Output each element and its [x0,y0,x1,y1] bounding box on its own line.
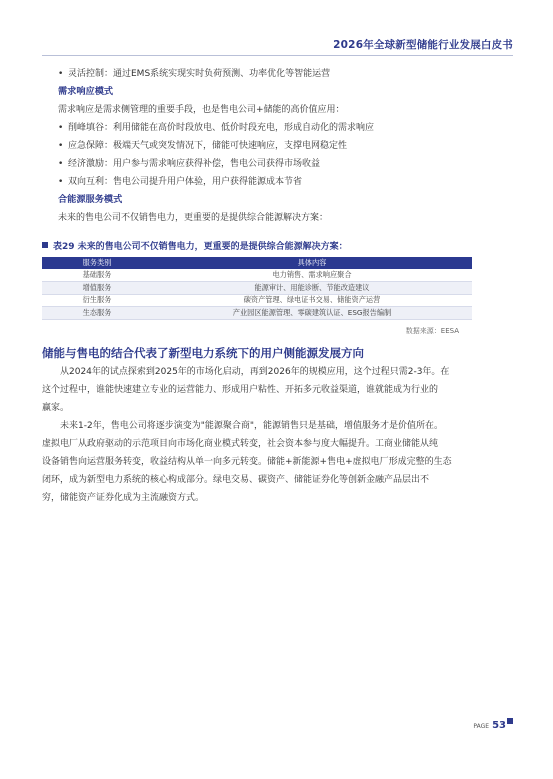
section-title: 储能与售电的结合代表了新型电力系统下的用户侧能源发展方向 [42,346,364,360]
bullet-text: 削峰填谷：利用储能在高价时段放电、低价时段充电，形成自动化的需求响应 [68,123,375,133]
table-cell: 能源审计、用能诊断、节能改造建议 [152,282,472,295]
body-line: 闭环，成为新型电力系统的核心构成部分。绿电交易、碳资产、储能证券化等创新金融产品层出不 [42,475,430,485]
demand-response-intro: 需求响应是需求侧管理的重要手段，也是售电公司+储能的高价值应用： [58,105,345,115]
body-line: 赢家。 [42,403,70,413]
body-line: 设备销售向运营服务转变，收益结构从单一向多元转变。储能+新能源+售电+虚拟电厂形成完整的生态 [42,457,452,467]
table-caption [42,239,482,252]
body-line: 虚拟电厂从政府驱动的示范项目向市场化商业模式转变，社会资本参与度大幅提升。工商业储能从纯 [42,439,439,449]
table-source: 数据来源：EESA [405,327,459,335]
table-cell: 增值服务 [42,282,152,295]
bullet-text: 应急保障：极端天气或突发情况下，储能可快速响应，支撑电网稳定性 [68,141,348,151]
header-title: 2026年全球新型储能行业发展白皮书 [333,39,513,51]
table-row [42,282,472,295]
integrated-service-intro: 未来的售电公司不仅销售电力，更重要的是提供综合能源解决方案： [58,213,329,223]
table-row [42,269,472,282]
bullet-item [58,120,492,138]
table-cell: 生态服务 [42,307,152,320]
bullet-item [58,156,492,174]
page-footer [473,718,513,731]
bullet-text: 灵活控制：通过EMS系统实现实时负荷预测、功率优化等智能运营 [68,69,331,79]
bullet-dot: • [58,123,64,133]
demand-response-heading: 需求响应模式 [58,86,114,97]
integrated-service-heading: 合能源服务模式 [58,194,123,205]
bullet-dot: • [58,69,64,79]
body-line: 从2024年的试点探索到2025年的市场化启动，再到2026年的规模应用，这个过程只需2-3年。在 [42,367,450,377]
table-cell: 基础服务 [42,269,152,282]
table-cell: 碳资产管理、绿电证书交易、储能资产运营 [152,294,472,307]
page-header [42,36,513,56]
section-body [42,364,492,508]
table-header-row [42,257,472,269]
bullet-item [58,138,492,156]
bullet-text: 双向互利：售电公司提升用户体验，用户获得能源成本节省 [68,177,303,187]
body-line: 这个过程中，谁能快速建立专业的运营能力、形成用户粘性、开拓多元收益渠道，谁就能成为行业的 [42,385,439,395]
upper-content [58,66,492,228]
bullet-dot: • [58,177,64,187]
bullet-dot: • [58,159,64,169]
bullet-dot: • [58,141,64,151]
table-cell: 产业园区能源管理、零碳建筑认证、ESG报告编制 [152,307,472,320]
service-table [42,257,472,320]
body-line: 穷，储能资产证券化成为主流融资方式。 [42,493,205,503]
table-header-cell: 服务类别 [42,257,152,269]
page-number: 53 [492,720,506,731]
table-header-cell: 具体内容 [152,257,472,269]
caption-square-icon [42,242,48,248]
table-cell: 衍生服务 [42,294,152,307]
table-caption-text: 表29 未来的售电公司不仅销售电力，更重要的是提供综合能源解决方案： [53,242,348,252]
table-row [42,294,472,307]
body-line: 未来1-2年，售电公司将逐步演变为"能源聚合商"，能源销售只是基础，增值服务才是价值所在。 [42,421,443,431]
table-row [42,307,472,320]
bullet-item [58,174,492,192]
page-label: PAGE [473,723,490,730]
bullet-item [58,66,492,84]
bullet-text: 经济激励：用户参与需求响应获得补偿，售电公司获得市场收益 [68,159,321,169]
page-mark-icon [507,718,513,724]
table-cell: 电力销售、需求响应聚合 [152,269,472,282]
